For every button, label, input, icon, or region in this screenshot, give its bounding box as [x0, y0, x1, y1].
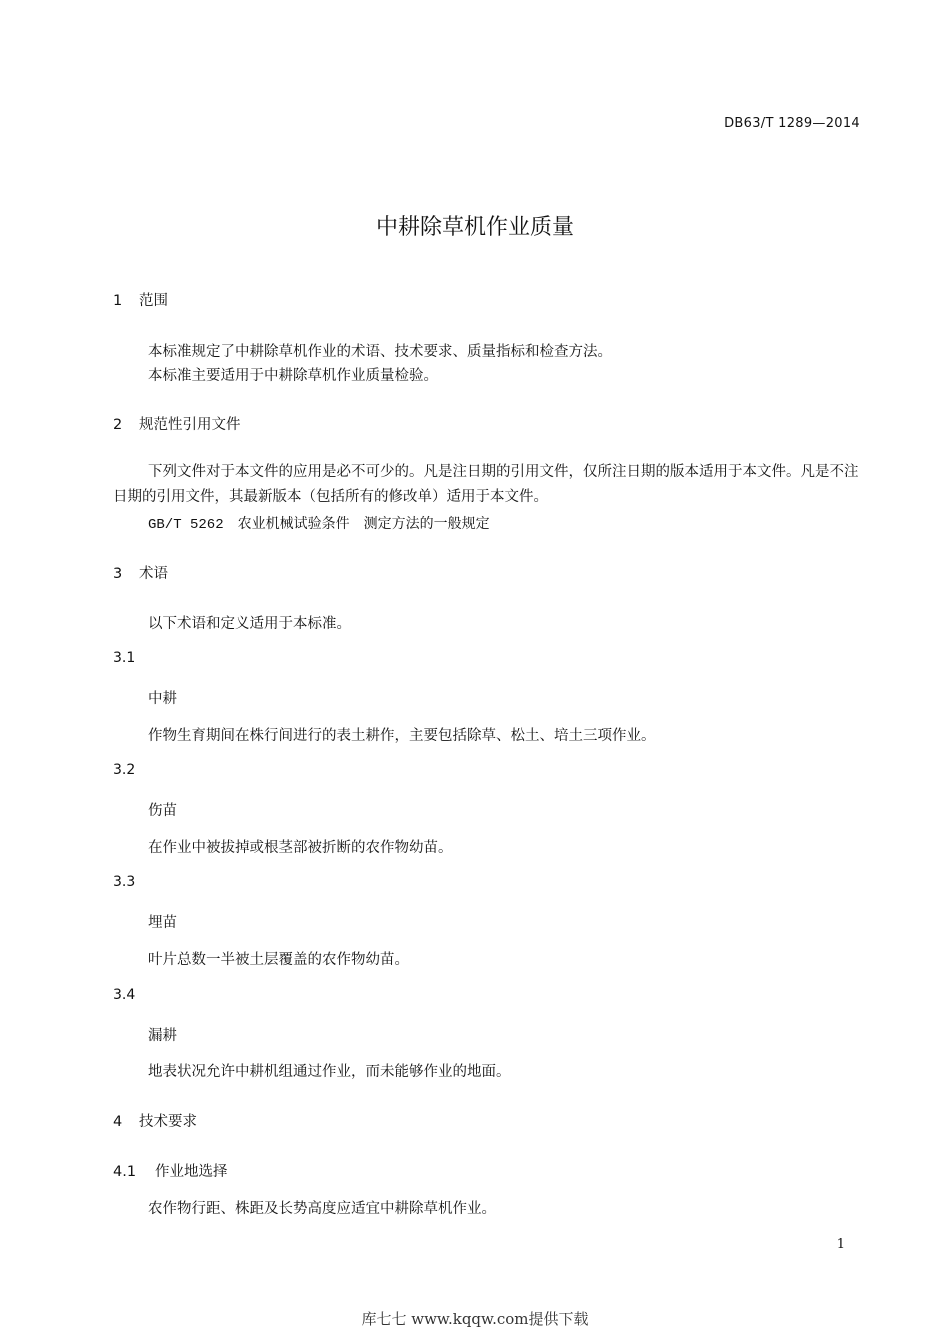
- paragraph: 农作物行距、株距及长势高度应适宜中耕除草机作业。: [148, 1201, 496, 1217]
- subsection-4-1-heading: [113, 1160, 228, 1181]
- term-definition: 作物生育期间在株行间进行的表土耕作，主要包括除草、松土、培土三项作业。: [148, 728, 656, 744]
- section-title: 技术要求: [139, 1114, 197, 1130]
- section-title: 术语: [139, 566, 168, 582]
- section-1-heading: [113, 289, 168, 310]
- section-2-heading: [113, 413, 241, 434]
- paragraph: 下列文件对于本文件的应用是必不可少的。凡是注日期的引用文件，仅所注日期的版本适用于本文件。凡是不注日期的引用文件，其最新版本（包括所有的修改单）适用于本文件。: [113, 464, 859, 505]
- paragraph: 本标准规定了中耕除草机作业的术语、技术要求、质量指标和检查方法。: [148, 344, 612, 360]
- term-name: 中耕: [148, 691, 177, 707]
- section-number: 2: [113, 417, 123, 433]
- document-title: 中耕除草机作业质量: [375, 215, 574, 240]
- page-number: 1: [836, 1237, 845, 1252]
- term-number: 3.1: [113, 650, 136, 666]
- section-3-heading: [113, 562, 168, 583]
- term-name: 漏耕: [148, 1028, 177, 1044]
- subsection-title: 作业地选择: [155, 1164, 228, 1180]
- section-number: 4: [113, 1114, 123, 1130]
- term-name: 埋苗: [148, 915, 177, 931]
- term-name: 伤苗: [148, 803, 177, 819]
- section-number: 1: [113, 293, 123, 309]
- term-definition: 地表状况允许中耕机组通过作业，而未能够作业的地面。: [148, 1064, 511, 1080]
- standard-number: DB63/T 1289—2014: [724, 116, 860, 131]
- paragraph: 以下术语和定义适用于本标准。: [148, 616, 351, 632]
- normative-reference: GB/T 5262 农业机械试验条件 测定方法的一般规定: [148, 517, 490, 533]
- term-definition: 在作业中被拔掉或根茎部被折断的农作物幼苗。: [148, 840, 453, 856]
- term-number: 3.3: [113, 874, 136, 890]
- paragraph: 本标准主要适用于中耕除草机作业质量检验。: [148, 368, 438, 384]
- subsection-number: 4.1: [113, 1164, 137, 1180]
- section-title: 范围: [139, 293, 168, 309]
- section-4-heading: [113, 1110, 197, 1131]
- section-title: 规范性引用文件: [139, 417, 241, 433]
- section-number: 3: [113, 566, 123, 582]
- term-number: 3.4: [113, 987, 136, 1003]
- footer-watermark: 库七七 www.kqqw.com提供下载: [361, 1310, 589, 1328]
- term-definition: 叶片总数一半被土层覆盖的农作物幼苗。: [148, 952, 409, 968]
- term-number: 3.2: [113, 762, 136, 778]
